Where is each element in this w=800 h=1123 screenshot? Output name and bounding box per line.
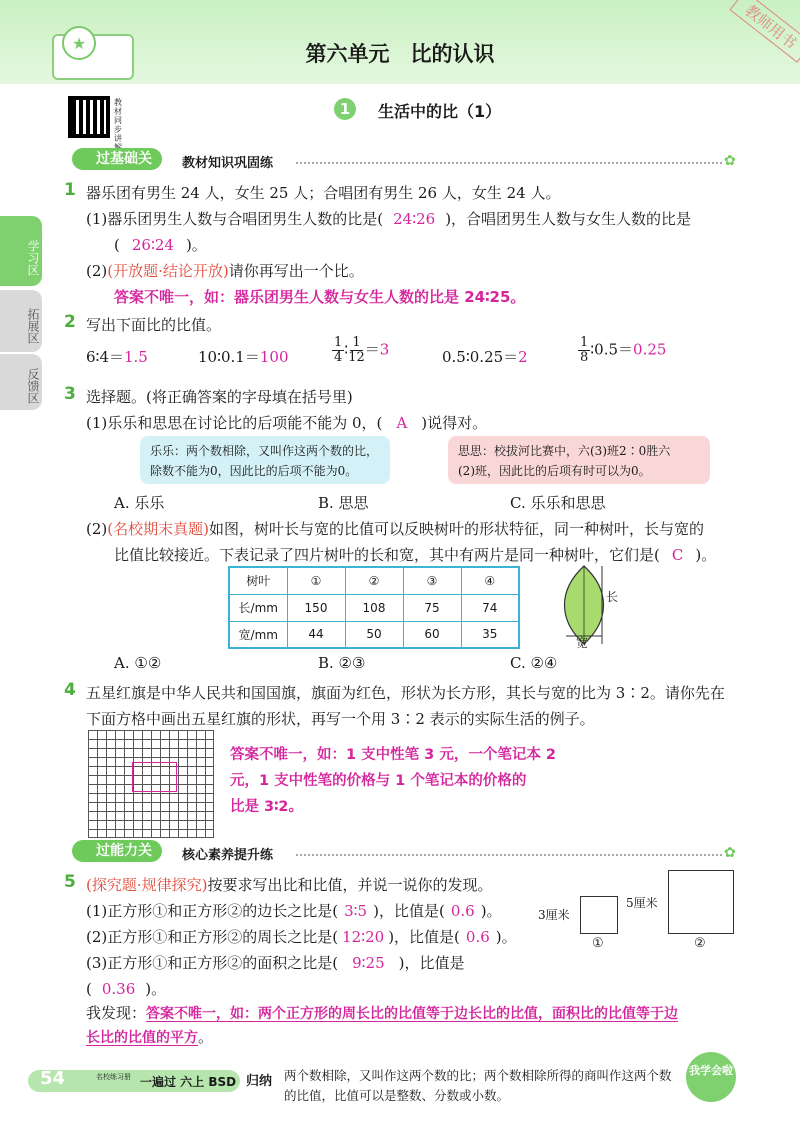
answer: 1.5 (124, 348, 148, 366)
table-cell: 宽/mm (229, 621, 287, 648)
speech-bubble-lele (140, 436, 390, 484)
option-c[interactable]: C. ②④ (510, 654, 558, 672)
q3-part1 (86, 412, 487, 433)
answer: 24∶26 (393, 210, 436, 228)
square-2 (668, 870, 734, 934)
table-row (229, 621, 519, 648)
table-cell: ③ (403, 567, 461, 594)
table-cell: ④ (461, 567, 519, 594)
question-number: 2 (64, 312, 76, 332)
side-tab-learn[interactable]: 学习区 (0, 216, 42, 286)
bubble-line: 思思：校拔河比赛中，六(3)班2∶0胜六 (458, 444, 671, 458)
table-cell: 60 (403, 621, 461, 648)
table-row (229, 594, 519, 621)
table-cell: 50 (345, 621, 403, 648)
clover-icon: ✿ (724, 845, 736, 861)
answer: 0.6 (450, 902, 475, 920)
clover-icon: ✿ (724, 153, 736, 169)
q3-p2-text: 比值比较接近。下表记录了四片树叶的长和宽，其中有两片是同一种树叶，它们是( (114, 546, 660, 564)
q2-item-5 (578, 336, 666, 365)
q1-p1-text: ( (114, 236, 120, 254)
q2-item-3 (332, 336, 389, 365)
q5-line4: ( 0.36 )。 (86, 980, 167, 998)
q3-p2-text: 如图，树叶长与宽的比值可以反映树叶的形状特征，同一种树叶，长与宽的 (208, 520, 704, 538)
fraction: $\frac{1}{12}$ (348, 335, 365, 365)
section-subtitle-basic: 教材知识巩固练 (182, 156, 274, 171)
question-number: 5 (64, 872, 76, 892)
expression: ∶ (344, 340, 349, 359)
q5-finding-line2: 长比的比值的平方。 (86, 1028, 214, 1046)
q2-item-2 (198, 346, 289, 367)
table-cell: 75 (403, 594, 461, 621)
table-cell: 树叶 (229, 567, 287, 594)
expression: ∶0.5＝ (590, 340, 634, 359)
finding-label: 我发现： (86, 1004, 147, 1022)
question-number: 3 (64, 384, 76, 404)
leaf-table (228, 566, 520, 649)
q1-part1-line1 (86, 208, 691, 229)
section-badge-ability: 过能力关 (72, 840, 162, 862)
expression: ＝ (364, 340, 380, 359)
square1-side-label: 3厘米 (538, 908, 570, 922)
fraction: $\frac{1}{8}$ (580, 335, 589, 365)
answer-line: 答案不唯一，如：1 支中性笔 3 元，一个笔记本 2 (230, 747, 556, 763)
q2-stem: 写出下面比的比值。 (86, 316, 222, 334)
option-b[interactable]: B. ②③ (318, 654, 366, 672)
answer: 26∶24 (131, 236, 174, 254)
side-tab-expand[interactable]: 拓展区 (0, 290, 42, 352)
question-tag: (探究题·规律探究) (86, 876, 208, 894)
q1-part2-answer: 答案不唯一，如：器乐团男生人数与女生人数的比是 24∶25。 (114, 288, 526, 306)
q4-stem-line2: 下面方格中画出五星红旗的形状，再写一个用 3∶2 表示的实际生活的例子。 (86, 710, 595, 728)
answer: A (396, 414, 408, 432)
square1-number: ① (592, 936, 604, 951)
q1-p2-text: (2) (86, 262, 108, 280)
q3-p1-text: (1)乐乐和思思在讨论比的后项能不能为 0，( (86, 414, 383, 432)
q1-p2-text: 请你再写出一个比。 (228, 262, 364, 280)
expression: 0.5∶0.25＝ (442, 348, 519, 366)
q1-p1-text: )，合唱团男生人数与女生人数的比是 (445, 210, 692, 228)
summary-text: 两个数相除，又叫作这两个数的比；两个数相除所得的商叫作这两个数的比值，比值可以是整数、分数或小数。 (284, 1068, 672, 1103)
leaf-illustration (556, 562, 636, 648)
q1-part2 (86, 260, 364, 281)
q3-part2-line1 (86, 518, 704, 539)
option-b[interactable]: B. 思思 (318, 494, 369, 512)
brand-small: 名校练习册 (96, 1073, 131, 1081)
side-tab-feedback[interactable]: 反馈区 (0, 354, 42, 410)
bubble-line: 乐乐：两个数相除，又叫作这两个数的比， (150, 444, 379, 458)
bubble-line: 除数不能为0，因此比的后项不能为0。 (150, 464, 358, 478)
section-subtitle-ability: 核心素养提升练 (182, 848, 274, 863)
q5-stem-text: 按要求写出比和比值，并说一说你的发现。 (207, 876, 493, 894)
q2-item-4 (442, 346, 528, 367)
q5-line2: (2)正方形①和正方形②的周长之比是( 12∶20 )，比值是( 0.6 )。 (86, 928, 517, 946)
q5-line3: (3)正方形①和正方形②的面积之比是( 9∶25 )，比值是 (86, 954, 465, 972)
page-number: 54 (40, 1068, 66, 1089)
table-cell: 108 (345, 594, 403, 621)
question-number: 4 (64, 680, 76, 700)
answer: 12∶20 (342, 928, 385, 946)
flag-rectangle (132, 762, 177, 792)
summary-label: 归纳 (246, 1074, 273, 1089)
square2-number: ② (694, 936, 706, 951)
table-cell: 150 (287, 594, 345, 621)
table-cell: 长/mm (229, 594, 287, 621)
q1-p1-text: (1)器乐团男生人数与合唱团男生人数的比是( (86, 210, 384, 228)
q5-stem (86, 874, 493, 895)
q3-p2-text: (2) (86, 520, 108, 538)
q2-item-1 (86, 346, 148, 367)
answer: 2 (518, 348, 528, 366)
mascot-star-icon: ★ (62, 26, 96, 60)
teacher-edition-stamp: 教师用书 (729, 0, 800, 63)
leaf-length-label: 长 (606, 590, 619, 604)
q1-part1-line2 (114, 234, 207, 255)
learned-badge[interactable]: 我学会啦 (686, 1052, 736, 1102)
section-badge-basic: 过基础关 (72, 148, 162, 170)
answer: 0.6 (465, 928, 490, 946)
question-tag: (名校期末真题) (107, 520, 209, 538)
q4-stem-line1: 五星红旗是中华人民共和国国旗，旗面为红色，形状为长方形，其长与宽的比为 3∶2。请你先在 (86, 684, 725, 702)
answer-line: 比是 3∶2。 (230, 799, 303, 815)
lesson-title: 生活中的比（1） (378, 102, 502, 121)
table-cell: 44 (287, 621, 345, 648)
table-cell: ② (345, 567, 403, 594)
option-a[interactable]: A. 乐乐 (114, 494, 165, 512)
section-divider (296, 162, 722, 164)
option-c[interactable]: C. 乐乐和思思 (510, 494, 606, 512)
speech-bubble-sisi (448, 436, 710, 484)
brand-name: 一遍过 六上 BSD (140, 1075, 237, 1089)
square-1 (580, 896, 618, 934)
unit-title: 第六单元 比的认识 (305, 42, 495, 66)
question-tag: (开放题·结论开放) (107, 262, 229, 280)
q1-stem: 器乐团有男生 24 人，女生 25 人；合唱团有男生 26 人，女生 24 人。 (86, 184, 561, 202)
option-a[interactable]: A. ①② (114, 654, 162, 672)
q3-stem: 选择题。(将正确答案的字母填在括号里) (86, 388, 353, 406)
qr-label: 教材同步讲 (114, 98, 122, 143)
answer: 3∶5 (344, 902, 368, 920)
bubble-line: (2)班，因此比的后项有时可以为0。 (458, 464, 651, 478)
lesson-number: 1 (334, 98, 356, 120)
table-cell: ① (287, 567, 345, 594)
table-header-row (229, 567, 519, 594)
answer: 答案不唯一，如：两个正方形的周长比的比值等于边长比的比值，面积比的比值等于边 (146, 1006, 679, 1022)
answer: 100 (259, 348, 289, 366)
answer: C (671, 546, 684, 564)
expression: 6∶4＝ (86, 348, 124, 366)
q3-p1-text: )说得对。 (421, 414, 488, 432)
square2-side-label: 5厘米 (626, 896, 658, 910)
expression: 10∶0.1＝ (198, 348, 260, 366)
answer: 3 (379, 340, 390, 359)
q5-line1: (1)正方形①和正方形②的边长之比是( 3∶5 )，比值是( 0.6 )。 (86, 902, 502, 920)
q3-p2-text: )。 (695, 546, 717, 564)
section-divider (296, 854, 722, 856)
answer: 0.36 (101, 980, 136, 998)
table-cell: 35 (461, 621, 519, 648)
answer: 9∶25 (352, 954, 385, 972)
answer: 0.25 (633, 340, 667, 359)
leaf-width-label: 宽 (576, 636, 589, 650)
table-cell: 74 (461, 594, 519, 621)
fraction: $\frac{1}{4}$ (334, 335, 343, 365)
q4-answer (230, 742, 556, 820)
q1-p1-text: )。 (185, 236, 207, 254)
answer-line: 元，1 支中性笔的价格与 1 个笔记本的价格的 (230, 773, 527, 789)
answer: 长比的比值的平方 (86, 1030, 198, 1046)
question-number: 1 (64, 180, 76, 200)
q5-finding-line1 (86, 1002, 678, 1023)
qr-code-icon[interactable] (68, 96, 110, 138)
